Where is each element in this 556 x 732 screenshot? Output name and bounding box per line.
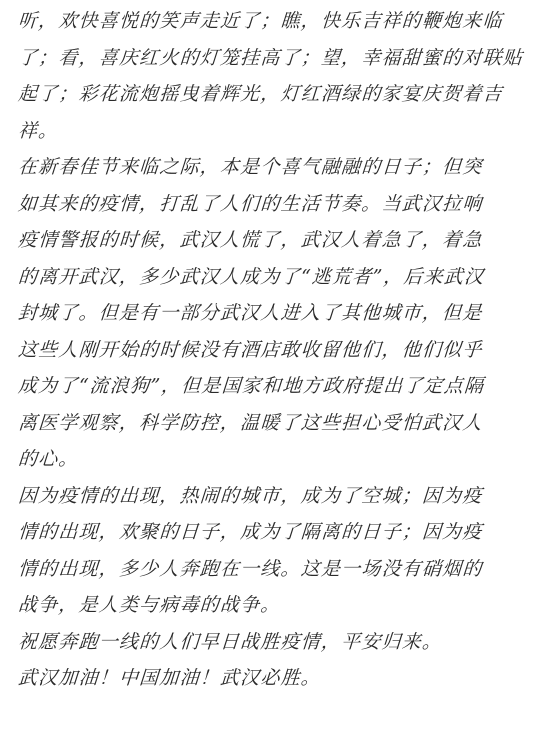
text-line: 在新春佳节来临之际，本是个喜气融融的日子；但突	[17, 156, 484, 178]
text-line: 祥。	[17, 119, 60, 142]
text-line: 离医学观察，科学防控，温暖了这些担心受怕武汉人	[17, 411, 484, 434]
paragraph-empty-city	[18, 478, 544, 624]
text-line: 武汉加油！中国加油！武汉必胜。	[17, 667, 322, 689]
text-line: 情的出现，多少人奔跑在一线。这是一场没有硝烟的	[17, 557, 484, 580]
text-line: 了；看，喜庆红火的灯笼挂高了；望，幸福甜蜜的对联贴	[17, 46, 524, 69]
text-line: 如其来的疫情，打乱了人们的生活节奏。当武汉拉响	[17, 192, 484, 215]
text-line: 成为了“流浪狗”，但是国家和地方政府提出了定点隔	[17, 375, 486, 397]
paragraph-slogan	[18, 660, 544, 697]
text-line: 这些人刚开始的时候没有酒店敢收留他们，他们似乎	[17, 338, 484, 361]
paragraph-epidemic-wuhan	[18, 149, 544, 478]
text-line: 封城了。但是有一部分武汉人进入了其他城市，但是	[17, 302, 484, 324]
text-line: 听，欢快喜悦的笑声走近了；瞧，快乐吉祥的鞭炮来临	[17, 10, 504, 32]
text-line: 情的出现，欢聚的日子，成为了隔离的日子；因为疫	[17, 521, 484, 543]
text-line: 疫情警报的时候，武汉人慌了，武汉人着急了，着急	[17, 229, 484, 251]
paragraph-wishes	[18, 624, 544, 661]
text-line: 战争，是人类与病毒的战争。	[17, 594, 282, 616]
text-line: 因为疫情的出现，热闹的城市，成为了空城；因为疫	[17, 484, 484, 507]
text-line: 起了；彩花流炮摇曳着辉光，灯红酒绿的家宴庆贺着吉	[17, 83, 504, 105]
paragraph-festival	[18, 3, 544, 149]
text-line: 祝愿奔跑一线的人们早日战胜疫情，平安归来。	[17, 630, 443, 653]
text-line: 的离开武汉，多少武汉人成为了“逃荒者”，后来武汉	[17, 265, 486, 288]
text-line: 的心。	[17, 448, 80, 470]
